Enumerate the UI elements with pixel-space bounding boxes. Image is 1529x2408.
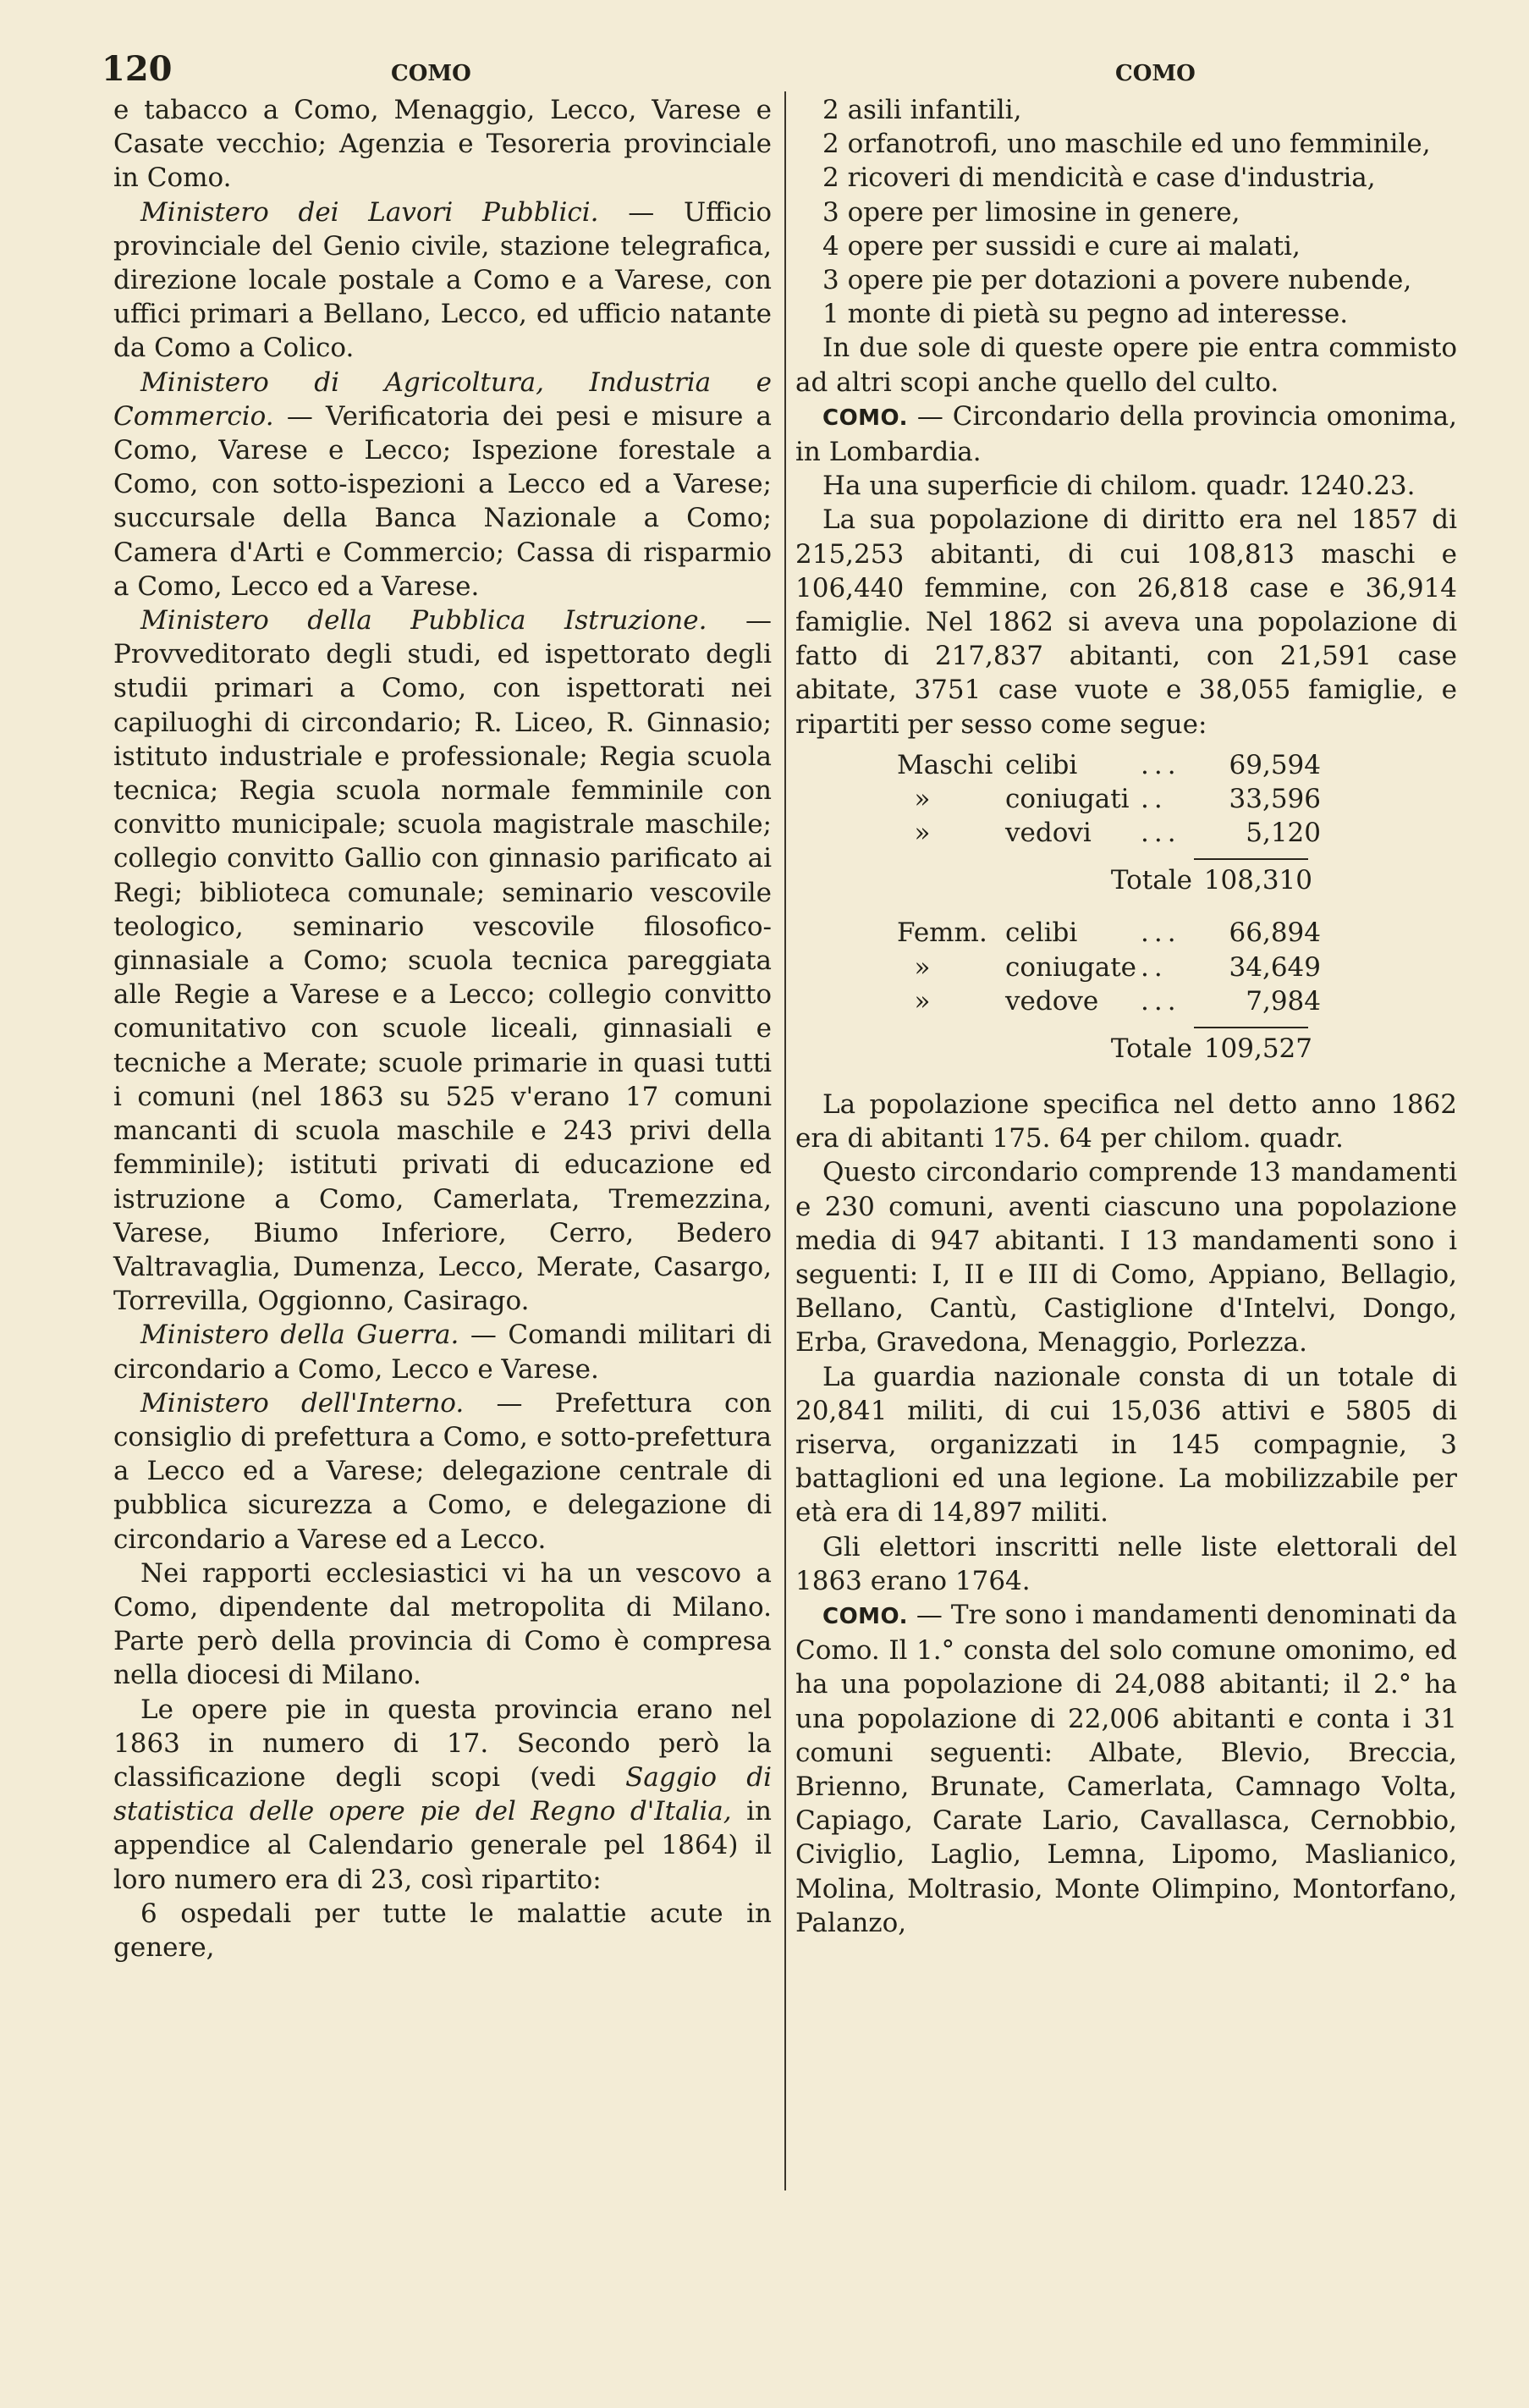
- row-dots: ...: [1141, 818, 1181, 849]
- running-title-left: COMO: [391, 61, 471, 86]
- row-group: »: [914, 985, 931, 1017]
- column-divider: [784, 91, 786, 2190]
- row-label: coniugate: [1005, 951, 1136, 983]
- row-group: Maschi: [897, 749, 993, 780]
- row-dots: ..: [1141, 951, 1168, 983]
- row-value: 69,594: [1229, 749, 1321, 780]
- row-dots: ...: [1141, 749, 1181, 780]
- paragraph-body: — Comandi militari di circondario a Como, Lecco e Varese.: [113, 1320, 772, 1385]
- paragraph-body: — Verificatoria dei pesi e misure a Como, Varese e Lecco; Ispezione forestale a Como, con sotto-ispezioni a Lecco ed a Varese; succursale della Banca Nazionale a Como; Camera d'Arti e Commercio; Cassa di risparmio a Como, Lecco ed a Varese.: [113, 400, 772, 602]
- row-group: »: [914, 818, 931, 849]
- paragraph-istruzione: [113, 603, 772, 1318]
- paragraph-body: — Prefettura con consiglio di prefettura a Como, e sotto-prefettura a Lecco ed a Varese; delegazione centrale di pubblica sicurezza a Como, e delegazione di circondario a Varese ed a Lecco.: [113, 1387, 772, 1555]
- section-heading: Ministero dei Lavori Pubblici.: [140, 196, 599, 228]
- paragraph-interno: [113, 1386, 772, 1557]
- list-item: 6 ospedali per tutte le malattie acute in genere,: [113, 1898, 772, 1963]
- paragraph-ecclesiastici: Nei rapporti ecclesiastici vi ha un vescovo a Como, dipendente dal metropolita di Milano. Parte però della provincia di Como è compresa nella diocesi di Milano.: [113, 1557, 772, 1691]
- row-label: vedove: [1005, 985, 1099, 1017]
- row-value: 66,894: [1229, 917, 1321, 949]
- paragraph-como-circondario: [795, 399, 1457, 469]
- row-value: 34,649: [1229, 951, 1321, 983]
- paragraph-popolazione: La sua popolazione di diritto era nel 1857 di 215,253 abitanti, di cui 108,813 maschi e 106,440 femmine, con 26,818 case e 36,914 famiglie. Nel 1862 si aveva una popolazione di fatto di 217,837 abitanti, con 21,591 case abitate, 3751 case vuote e 38,055 famiglie, e ripartiti per sesso come segue:: [795, 504, 1457, 740]
- paragraph-como-mandamenti: [795, 1598, 1457, 1940]
- sum-rule: [1194, 1027, 1308, 1028]
- paragraph-mandamenti: Questo circondario comprende 13 mandamenti e 230 comuni, aventi ciascuno una popolazione media di 947 abitanti. I 13 mandamenti sono i seguenti: I, II e III di Como, Appiano, Bellagio, Bellano, Cantù, Castiglione d'Intelvi, Dongo, Erba, Gravedona, Menaggio, Porlezza.: [795, 1157, 1457, 1358]
- table-row: [795, 782, 1457, 816]
- total-value: 108,310: [1203, 865, 1312, 896]
- row-label: celibi: [1005, 749, 1078, 780]
- row-group: »: [914, 951, 931, 983]
- paragraph-body: — Tre sono i mandamenti denominati da Como. Il 1.° consta del solo comune omonimo, ed ha una popolazione di 24,088 abitanti; il 2.° ha una popolazione di 22,006 abitanti e conta i 31 comuni seguenti: Albate, Blevio, Breccia, Brienno, Brunate, Camerlata, Camnago Volta, Capiago, Carate Lario, Cavallasca, Cernobbio, Civiglio, Laglio, Lemna, Lipomo, Maslianico, Molina, Moltrasio, Monte Olimpino, Montorfano, Palanzo,: [795, 1600, 1457, 1938]
- paragraph-superficie: Ha una superficie di chilom. quadr. 1240.23.: [822, 471, 1416, 502]
- list-item: 1 monte di pietà su pegno ad interesse.: [822, 299, 1349, 330]
- text-span: in appendice al Calendario generale pel 1864) il loro numero era di 23, così ripartito:: [113, 1796, 773, 1895]
- paragraph-body: — Circondario della provincia omonima, in Lombardia.: [795, 400, 1457, 468]
- entry-heading: COMO.: [822, 405, 908, 431]
- row-label: coniugati: [1005, 784, 1130, 815]
- row-label: vedovi: [1005, 818, 1092, 849]
- text-span: Le opere pie in questa provincia erano nel 1863 in numero di 17. Secondo però la classificazione degli scopi (vedi: [113, 1694, 772, 1793]
- total-row: [795, 863, 1457, 902]
- entry-heading: COMO.: [822, 1604, 908, 1630]
- section-heading: Ministero della Guerra.: [140, 1320, 459, 1351]
- total-value: 109,527: [1203, 1033, 1312, 1064]
- section-heading: Ministero di Agricoltura, Industria e Commercio.: [113, 366, 772, 432]
- row-value: 5,120: [1246, 818, 1321, 849]
- row-dots: ...: [1141, 917, 1181, 949]
- row-label: celibi: [1005, 917, 1078, 949]
- running-title-right: COMO: [1115, 61, 1196, 86]
- table-row: [795, 916, 1457, 950]
- list-item: 2 asili infantili,: [822, 95, 1022, 125]
- row-dots: ..: [1141, 784, 1168, 815]
- list-item: 3 opere per limosine in genere,: [822, 196, 1240, 228]
- section-heading: Ministero della Pubblica Istruzione.: [140, 605, 707, 636]
- total-row: [795, 1032, 1457, 1071]
- list-item: 2 orfanotrofi, uno maschile ed uno femminile,: [822, 129, 1431, 160]
- list-item: 3 opere pie per dotazioni a povere nubende,: [822, 265, 1412, 296]
- paragraph-body: — Provveditorato degli studi, ed ispettorato degli studii primari a Como, con ispettorati nei capiluoghi di circondario; R. Liceo, R. Ginnasio; istituto industriale e professionale; Regia scuola tecnica; Regia scuola normale femminile con convitto municipale; scuola magistrale maschile; collegio convitto Gallio con ginnasio parificato ai Regi; biblioteca comunale; seminario vescovile teologico, seminario vescovile filosofico-ginnasiale a Como; scuola tecnica pareggiata alle Regie a Varese e a Lecco; collegio convitto comunitativo con scuole liceali, ginnasiali e tecniche a Merate; scuole primarie in quasi tutti i comuni (nel 1863 su 525 v'erano 17 comuni mancanti di scuola maschile e 243 privi della femminile); istituti privati di educazione ed istruzione a Como, Camerlata, Tremezzina, Varese, Biumo Inferiore, Cerro, Bedero Valtravaglia, Dumenza, Lecco, Merate, Casargo, Torrevilla, Oggionno, Casirago.: [113, 605, 772, 1317]
- table-row: [795, 984, 1457, 1018]
- paragraph-guerra: [113, 1318, 772, 1386]
- population-table: [795, 748, 1457, 1071]
- table-row: [795, 951, 1457, 984]
- row-value: 7,984: [1246, 985, 1321, 1017]
- row-dots: ...: [1141, 985, 1181, 1017]
- paragraph-culto: In due sole di queste opere pie entra commisto ad altri scopi anche quello del culto.: [795, 333, 1457, 398]
- table-row: [795, 816, 1457, 850]
- right-column: [795, 93, 1457, 1940]
- row-value: 33,596: [1229, 784, 1321, 815]
- list-item: 2 ricoveri di mendicità e case d'industria,: [822, 163, 1376, 194]
- paragraph-elettori: Gli elettori inscritti nelle liste elettorali del 1863 erano 1764.: [795, 1531, 1457, 1596]
- row-group: »: [914, 784, 931, 815]
- table-row: [795, 748, 1457, 782]
- paragraph-guardia: La guardia nazionale consta di un totale di 20,841 militi, di cui 15,036 attivi e 5805 di riserva, organizzati in 145 compagnie, 3 battaglioni ed una legione. La mobilizzabile per età era di 14,897 militi.: [795, 1361, 1457, 1529]
- paragraph-lavori-pubblici: [113, 196, 772, 366]
- section-heading: Ministero dell'Interno.: [140, 1387, 465, 1419]
- book-title: Saggio di statistica delle opere pie del Regno d'Italia,: [113, 1761, 772, 1827]
- paragraph-body: — Ufficio provinciale del Genio civile, stazione telegrafica, direzione locale postale a Como e a Varese, con uffici primari a Bellano, Lecco, ed ufficio natante da Como a Colico.: [113, 196, 772, 364]
- list-item: 4 opere per sussidi e cure ai malati,: [822, 230, 1301, 262]
- paragraph-specifica: La popolazione specifica nel detto anno 1862 era di abitanti 175. 64 per chilom. quadr.: [795, 1088, 1457, 1154]
- page-number: 120: [102, 49, 173, 89]
- left-column: [113, 93, 772, 1964]
- total-label: Totale: [1110, 1033, 1192, 1064]
- paragraph-agricoltura: [113, 366, 772, 603]
- paragraph: e tabacco a Como, Menaggio, Lecco, Varese e Casate vecchio; Agenzia e Tesoreria provinciale in Como.: [113, 95, 772, 194]
- paragraph-opere-pie: [113, 1693, 772, 1897]
- row-group: Femm.: [897, 917, 987, 949]
- total-label: Totale: [1110, 865, 1192, 896]
- sum-rule: [1194, 858, 1308, 860]
